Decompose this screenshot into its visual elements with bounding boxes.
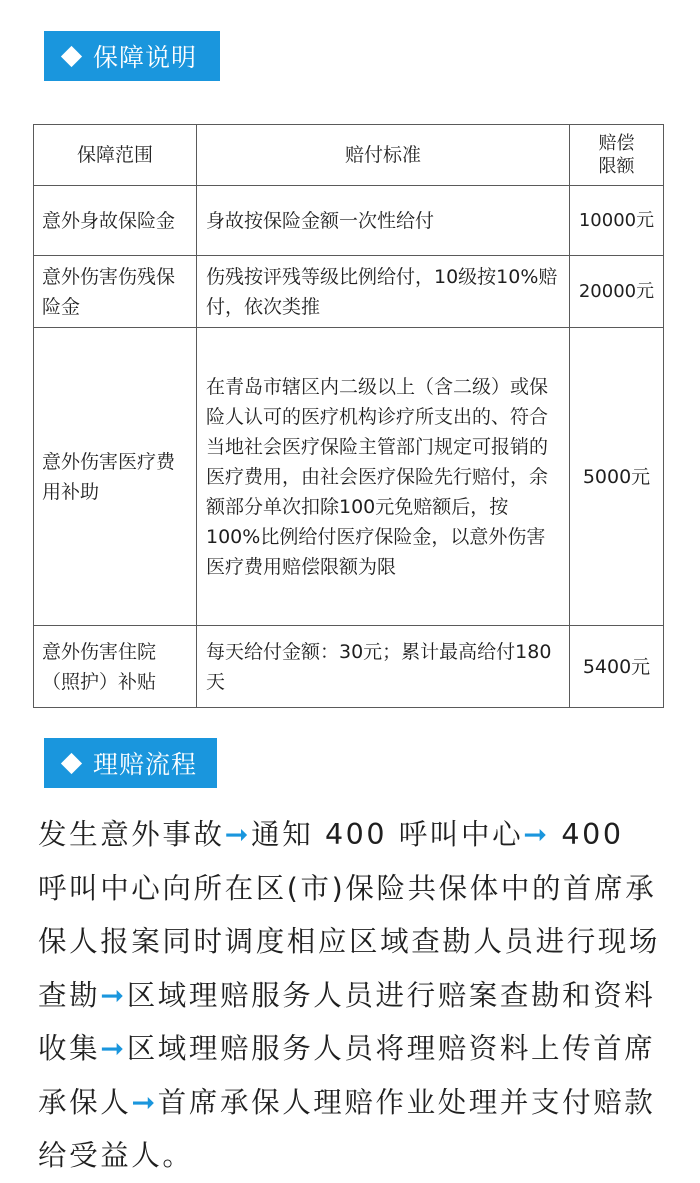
row-scope: 意外伤害伤残保险金 — [34, 256, 197, 328]
table-row — [34, 626, 664, 708]
section-title-label: 保障说明 — [93, 43, 198, 72]
section-title-claims — [44, 738, 217, 788]
row-limit: 5400元 — [570, 626, 664, 708]
diamond-icon — [61, 45, 82, 66]
right-arrow-icon: ➞ — [100, 1032, 127, 1065]
process-step: 发生意外事故 — [38, 818, 225, 851]
row-scope: 意外伤害医疗费用补助 — [34, 328, 197, 626]
row-scope: 意外身故保险金 — [34, 186, 197, 256]
process-step: 通知 400 呼叫中心 — [251, 818, 524, 851]
row-limit: 20000元 — [570, 256, 664, 328]
process-step: 首席承保人理赔作业处理并支付赔款给受益人。 — [38, 1085, 656, 1172]
process-step: 区域理赔服务人员进行赔案查勘和资料收集 — [38, 978, 656, 1065]
right-arrow-icon: ➞ — [131, 1085, 158, 1119]
row-limit: 10000元 — [570, 186, 664, 256]
header-scope: 保障范围 — [34, 125, 197, 186]
process-step: 区域理赔服务人员将理赔资料上传首席承保人 — [38, 1032, 656, 1119]
right-arrow-icon: ➞ — [523, 818, 550, 851]
section-title-coverage — [44, 31, 220, 81]
table-row — [34, 256, 664, 328]
claims-process-text — [38, 808, 663, 1183]
row-standard: 在青岛市辖区内二级以上（含二级）或保险人认可的医疗机构诊疗所支出的、符合当地社会医疗保险主管部门规定可报销的医疗费用，由社会医疗保险先行赔付，余额部分单次扣除100元免赔额后，按100%比例给付医疗保险金，以意外伤害医疗费用赔偿限额为限 — [197, 328, 570, 626]
coverage-table — [33, 124, 664, 708]
table-header-row — [34, 125, 664, 186]
right-arrow-icon: ➞ — [100, 978, 127, 1012]
diamond-icon — [61, 752, 82, 773]
row-scope: 意外伤害住院（照护）补贴 — [34, 626, 197, 708]
section-title-label: 理赔流程 — [93, 750, 198, 779]
table-row — [34, 186, 664, 256]
header-standard: 赔付标准 — [197, 125, 570, 186]
row-limit: 5000元 — [570, 328, 664, 626]
right-arrow-icon: ➞ — [224, 818, 252, 851]
row-standard: 每天给付金额：30元；累计最高给付180天 — [197, 626, 570, 708]
table-row — [34, 328, 664, 626]
process-step: 400 呼叫中心向所在区(市)保险共保体中的首席承保人报案同时调度相应区域查勘人员进行现场查勘 — [38, 818, 661, 1012]
header-limit: 赔偿 限额 — [570, 125, 664, 186]
row-standard: 伤残按评残等级比例给付，10级按10%赔付，依次类推 — [197, 256, 570, 328]
row-standard: 身故按保险金额一次性给付 — [197, 186, 570, 256]
